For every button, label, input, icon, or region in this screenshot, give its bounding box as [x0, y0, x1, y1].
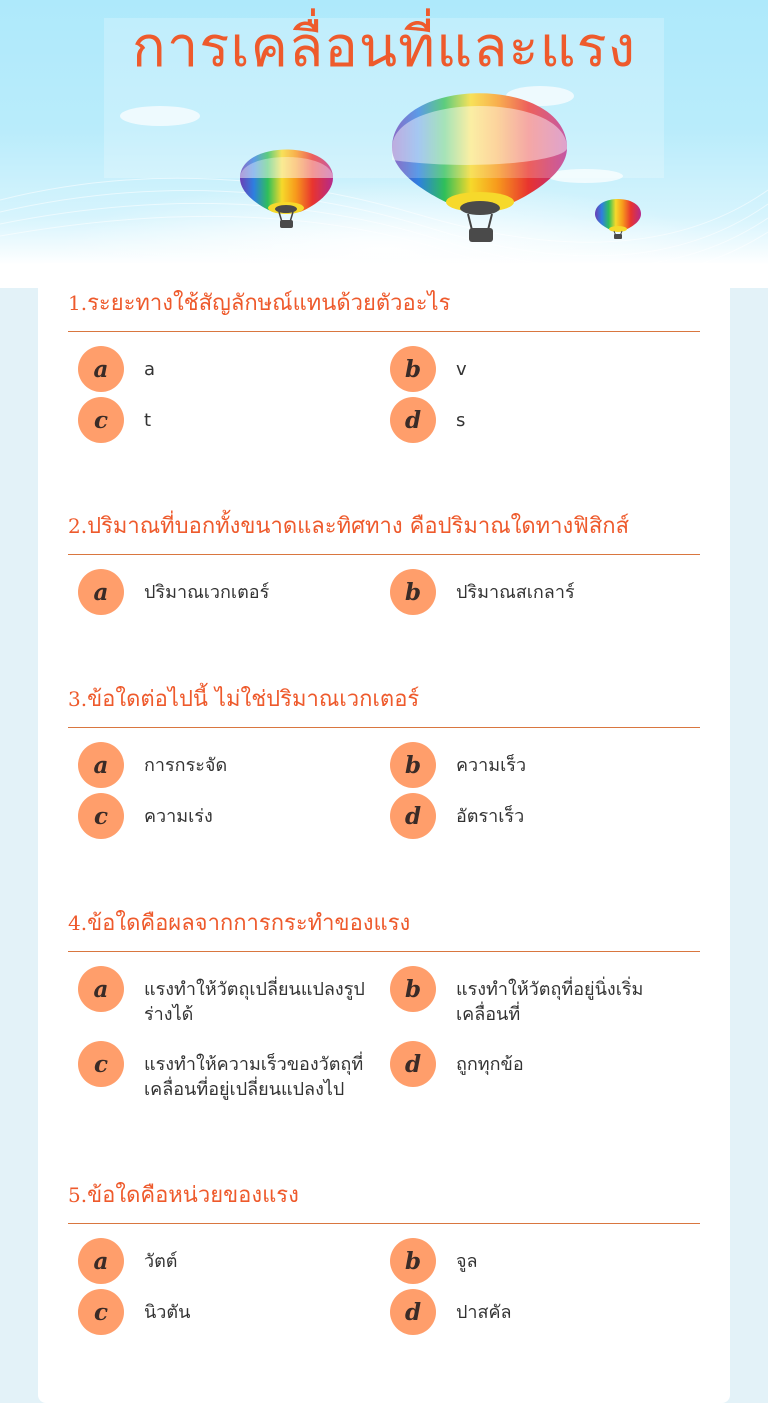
question-heading	[68, 508, 700, 555]
option-letter-badge: b	[390, 346, 436, 392]
option-letter-badge: c	[78, 1041, 124, 1087]
option-b[interactable]	[390, 742, 690, 788]
option-d[interactable]	[390, 793, 690, 839]
option-d[interactable]	[390, 1041, 690, 1087]
option-letter-badge: b	[390, 742, 436, 788]
answer-options	[68, 1238, 700, 1342]
option-b[interactable]	[390, 346, 690, 392]
question-number: 4.	[68, 911, 88, 935]
option-a[interactable]	[78, 346, 378, 392]
option-letter-badge: c	[78, 793, 124, 839]
option-label: ความเร็ว	[456, 755, 527, 776]
option-letter-badge: d	[390, 397, 436, 443]
question-text: ปริมาณที่บอกทั้งขนาดและทิศทาง คือปริมาณใดทางฟิสิกส์	[87, 514, 629, 539]
answer-options	[68, 966, 700, 1106]
option-b[interactable]	[390, 1238, 690, 1284]
option-label: แรงทำให้วัตถุที่อยู่นิ่งเริ่มเคลื่อนที่	[456, 979, 644, 1025]
option-c[interactable]	[78, 1289, 378, 1335]
option-label: ปริมาณเวกเตอร์	[144, 582, 270, 603]
page-title: การเคลื่อนที่และแรง	[131, 15, 637, 80]
answer-options	[68, 742, 700, 846]
option-a[interactable]	[78, 966, 378, 1027]
question-number: 1.	[68, 291, 88, 315]
option-letter-badge: a	[78, 742, 124, 788]
header-banner	[0, 0, 768, 288]
question-4	[68, 905, 700, 1106]
option-label: แรงทำให้ความเร็วของวัตถุที่เคลื่อนที่อยู่เปลี่ยนแปลงไป	[144, 1054, 364, 1100]
answer-options	[68, 569, 700, 619]
option-letter-badge: a	[78, 346, 124, 392]
option-letter-badge: b	[390, 1238, 436, 1284]
option-c[interactable]	[78, 793, 378, 839]
quiz-card	[38, 263, 730, 1403]
answer-options	[68, 346, 700, 450]
question-heading	[68, 905, 700, 952]
option-letter-badge: c	[78, 1289, 124, 1335]
question-text: ข้อใดคือหน่วยของแรง	[87, 1183, 299, 1208]
option-label: ปริมาณสเกลาร์	[456, 582, 575, 603]
option-b[interactable]	[390, 966, 690, 1027]
option-a[interactable]	[78, 569, 378, 615]
option-letter-badge: d	[390, 1289, 436, 1335]
option-letter-badge: a	[78, 569, 124, 615]
option-letter-badge: d	[390, 1041, 436, 1087]
option-letter-badge: a	[78, 1238, 124, 1284]
option-c[interactable]	[78, 1041, 378, 1102]
option-label: s	[456, 410, 466, 431]
option-d[interactable]	[390, 1289, 690, 1335]
option-label: ปาสคัล	[456, 1302, 512, 1323]
question-number: 5.	[68, 1183, 88, 1207]
option-a[interactable]	[78, 742, 378, 788]
option-b[interactable]	[390, 569, 690, 615]
option-letter-badge: b	[390, 966, 436, 1012]
question-text: ข้อใดต่อไปนี้ ไม่ใช่ปริมาณเวกเตอร์	[87, 687, 420, 712]
question-text: ระยะทางใช้สัญลักษณ์แทนด้วยตัวอะไร	[87, 291, 451, 316]
option-letter-badge: d	[390, 793, 436, 839]
option-label: a	[144, 359, 156, 380]
option-letter-badge: b	[390, 569, 436, 615]
option-c[interactable]	[78, 397, 378, 443]
question-1	[68, 285, 700, 450]
question-heading	[68, 681, 700, 728]
option-label: v	[456, 359, 467, 380]
question-number: 2.	[68, 514, 88, 538]
option-label: วัตต์	[144, 1251, 178, 1272]
option-label: อัตราเร็ว	[456, 806, 525, 827]
option-label: ความเร่ง	[144, 806, 213, 827]
option-label: จูล	[456, 1251, 478, 1272]
option-label: t	[144, 410, 152, 431]
option-a[interactable]	[78, 1238, 378, 1284]
option-d[interactable]	[390, 397, 690, 443]
question-3	[68, 681, 700, 846]
question-text: ข้อใดคือผลจากการกระทำของแรง	[87, 911, 411, 936]
question-number: 3.	[68, 687, 88, 711]
question-5	[68, 1177, 700, 1342]
question-2	[68, 508, 700, 619]
question-heading	[68, 1177, 700, 1224]
option-label: ถูกทุกข้อ	[456, 1054, 524, 1075]
question-heading	[68, 285, 700, 332]
option-letter-badge: c	[78, 397, 124, 443]
option-label: นิวตัน	[144, 1302, 191, 1323]
option-label: การกระจัด	[144, 755, 228, 776]
option-label: แรงทำให้วัตถุเปลี่ยนแปลงรูปร่างได้	[144, 979, 365, 1025]
option-letter-badge: a	[78, 966, 124, 1012]
